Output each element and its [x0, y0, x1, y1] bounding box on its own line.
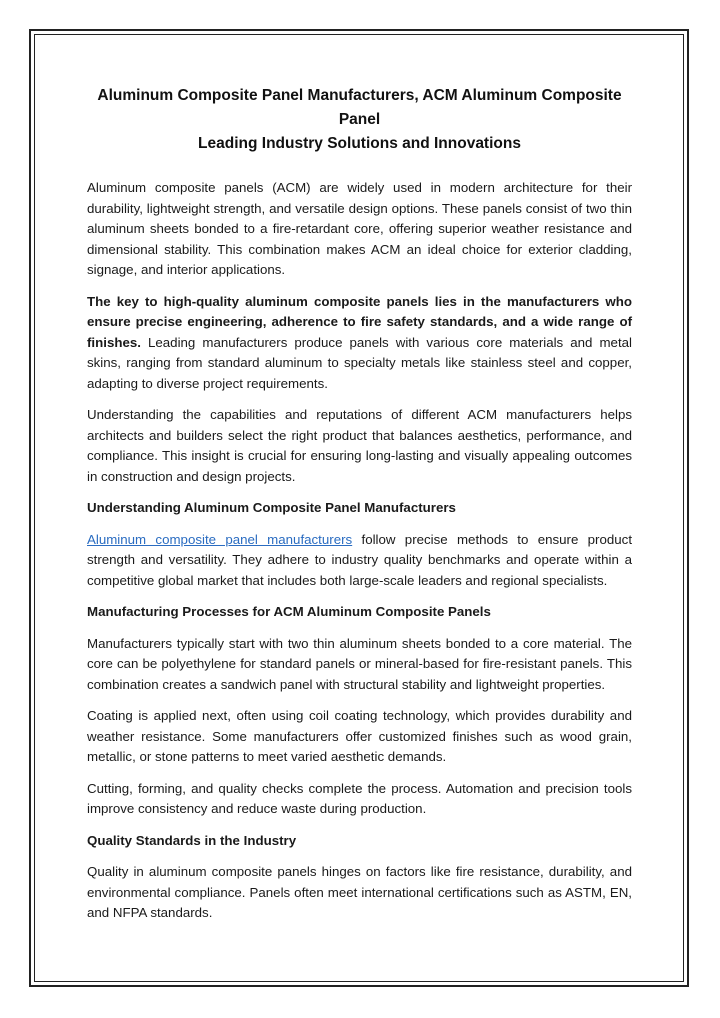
paragraph-sheets-core: Manufacturers typically start with two thin aluminum sheets bonded to a core material. The core can be polyethylene for standard panels or mineral-based for fire-resistant panels. This combination creates a sandwich panel with structural stability and lightweight properties.	[87, 635, 632, 692]
paragraph-rest: follow precise methods to ensure product strength and versatility. They adhere to industry quality benchmarks and operate within a competitive global market that includes both large-scale leaders and regional specialists.	[87, 531, 633, 588]
paragraph-key-manufacturers	[87, 292, 632, 395]
document-title	[87, 84, 632, 156]
section-heading-understanding: Understanding Aluminum Composite Panel Manufacturers	[87, 500, 456, 515]
paragraph-cutting: Cutting, forming, and quality checks complete the process. Automation and precision tools improve consistency and reduce waste during production.	[87, 780, 632, 816]
paragraph-bold-lead: The key to high-quality aluminum composite panels lies in the manufacturers who ensure precise engineering, adherence to fire safety standards, and a wide range of finishes.	[87, 293, 632, 350]
paragraph-capabilities: Understanding the capabilities and reputations of different ACM manufacturers helps architects and builders select the right product that balances aesthetics, performance, and compliance. This insight is crucial for ensuring long-lasting and visually appealing outcomes in construction and design projects.	[87, 407, 632, 484]
paragraph-coating: Coating is applied next, often using coil coating technology, which provides durability and weather resistance. Some manufacturers offer customized finishes such as wood grain, metallic, or stone patterns to meet varied aesthetic demands.	[87, 708, 632, 764]
paragraph-intro: Aluminum composite panels (ACM) are widely used in modern architecture for their durability, lightweight strength, and versatile design options. These panels consist of two thin aluminum sheets bonded to a fire-retardant core, offering superior weather resistance and dimensional stability. This combination makes ACM an ideal choice for exterior cladding, signage, and interior applications.	[87, 180, 632, 277]
section-heading-quality: Quality Standards in the Industry	[87, 832, 297, 848]
title-line-2: Leading Industry Solutions and Innovations	[198, 135, 521, 152]
paragraph-quality: Quality in aluminum composite panels hinges on factors like fire resistance, durability, and environmental compliance. Panels often meet international certifications such as ASTM, EN, and NFPA standards.	[87, 864, 632, 920]
title-line-1: Aluminum Composite Panel Manufacturers, ACM Aluminum Composite Panel	[97, 87, 622, 128]
section-heading-processes: Manufacturing Processes for ACM Aluminum Composite Panels	[87, 604, 491, 619]
manufacturers-link[interactable]: Aluminum composite panel manufacturers	[87, 531, 353, 547]
paragraph-rest: Leading manufacturers produce panels with various core materials and metal skins, ranging from standard aluminum to specialty metals like stainless steel and copper, adapting to diverse project requirements.	[87, 334, 632, 391]
paragraph-manufacturers-methods	[87, 530, 632, 592]
document-body	[87, 84, 632, 935]
